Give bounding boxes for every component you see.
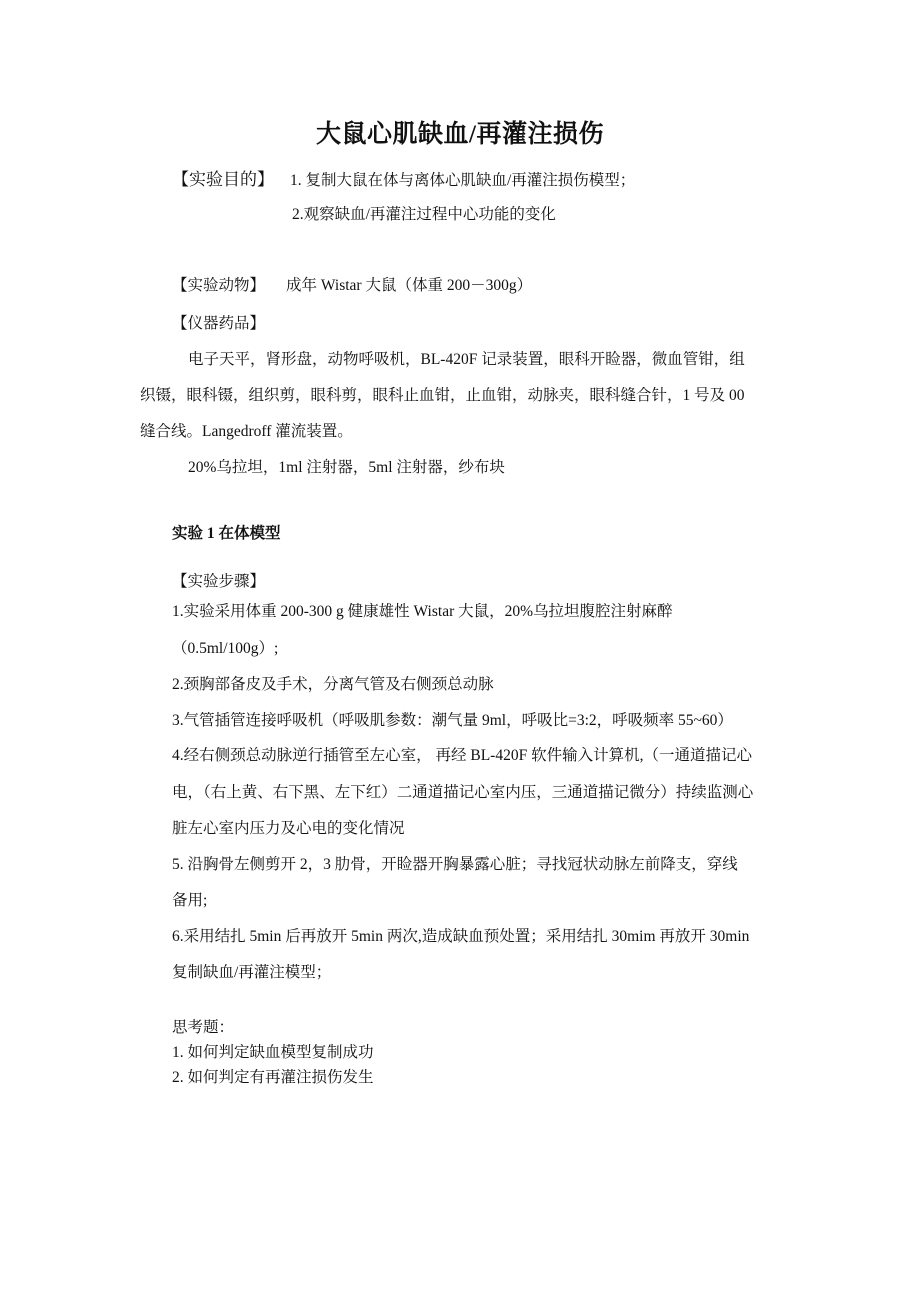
drugs-line: 20%乌拉坦，1ml 注射器，5ml 注射器，纱布块 [188, 459, 505, 476]
question-item: 2. 如何判定有再灌注损伤发生 [172, 1069, 374, 1086]
document-title: 大鼠心肌缺血/再灌注损伤 [316, 121, 604, 148]
experiment-1-heading: 实验 1 在体模型 [172, 525, 281, 542]
purpose-label: 【实验目的】 [172, 170, 274, 189]
purpose-item-2: 2.观察缺血/再灌注过程中心功能的变化 [292, 206, 556, 223]
step-line: 3.气管插管连接呼吸机（呼吸肌参数：潮气量 9ml，呼吸比=3:2，呼吸频率 55~60） [172, 712, 733, 729]
animals-label: 【实验动物】 [172, 277, 266, 294]
questions-label: 思考题： [172, 1019, 235, 1036]
step-line: 复制缺血/再灌注模型； [172, 964, 332, 981]
purpose-item-1: 1. 复制大鼠在体与离体心肌缺血/再灌注损伤模型； [290, 172, 636, 189]
animals-text: 成年 Wistar 大鼠（体重 200－300g） [286, 277, 533, 294]
step-line: 电，（右上黄、右下黑、左下红）二通道描记心室内压，三通道描记微分）持续监测心 [172, 784, 754, 801]
steps-label: 【实验步骤】 [172, 573, 266, 590]
step-line: 6.采用结扎 5min 后再放开 5min 两次,造成缺血预处置；采用结扎 30mim 再放开 30min [172, 928, 750, 945]
instruments-line-3: 缝合线。Langedroff 灌流装置。 [140, 423, 353, 440]
question-item: 1. 如何判定缺血模型复制成功 [172, 1044, 374, 1061]
step-line: 1.实验采用体重 200-300 g 健康雄性 Wistar 大鼠，20%乌拉坦腹腔注射麻醉 [172, 603, 673, 620]
step-line: 脏左心室内压力及心电的变化情况 [172, 820, 405, 837]
step-line: 备用; [172, 892, 208, 909]
instruments-label: 【仪器药品】 [172, 315, 266, 332]
step-line: 5. 沿胸骨左侧剪开 2，3 肋骨，开睑器开胸暴露心脏；寻找冠状动脉左前降支，穿线 [172, 856, 738, 873]
step-line: （0.5ml/100g）; [172, 640, 279, 657]
step-line: 2.颈胸部备皮及手术，分离气管及右侧颈总动脉 [172, 676, 494, 693]
instruments-line-2: 织镊，眼科镊，组织剪，眼科剪，眼科止血钳，止血钳，动脉夹，眼科缝合针，1 号及 00 [140, 387, 745, 404]
instruments-line-1: 电子天平，肾形盘，动物呼吸机，BL-420F 记录装置，眼科开睑器，微血管钳，组 [188, 351, 745, 368]
step-line: 4.经右侧颈总动脉逆行插管至左心室， 再经 BL-420F 软件输入计算机,（一通道描记心 [172, 747, 752, 764]
